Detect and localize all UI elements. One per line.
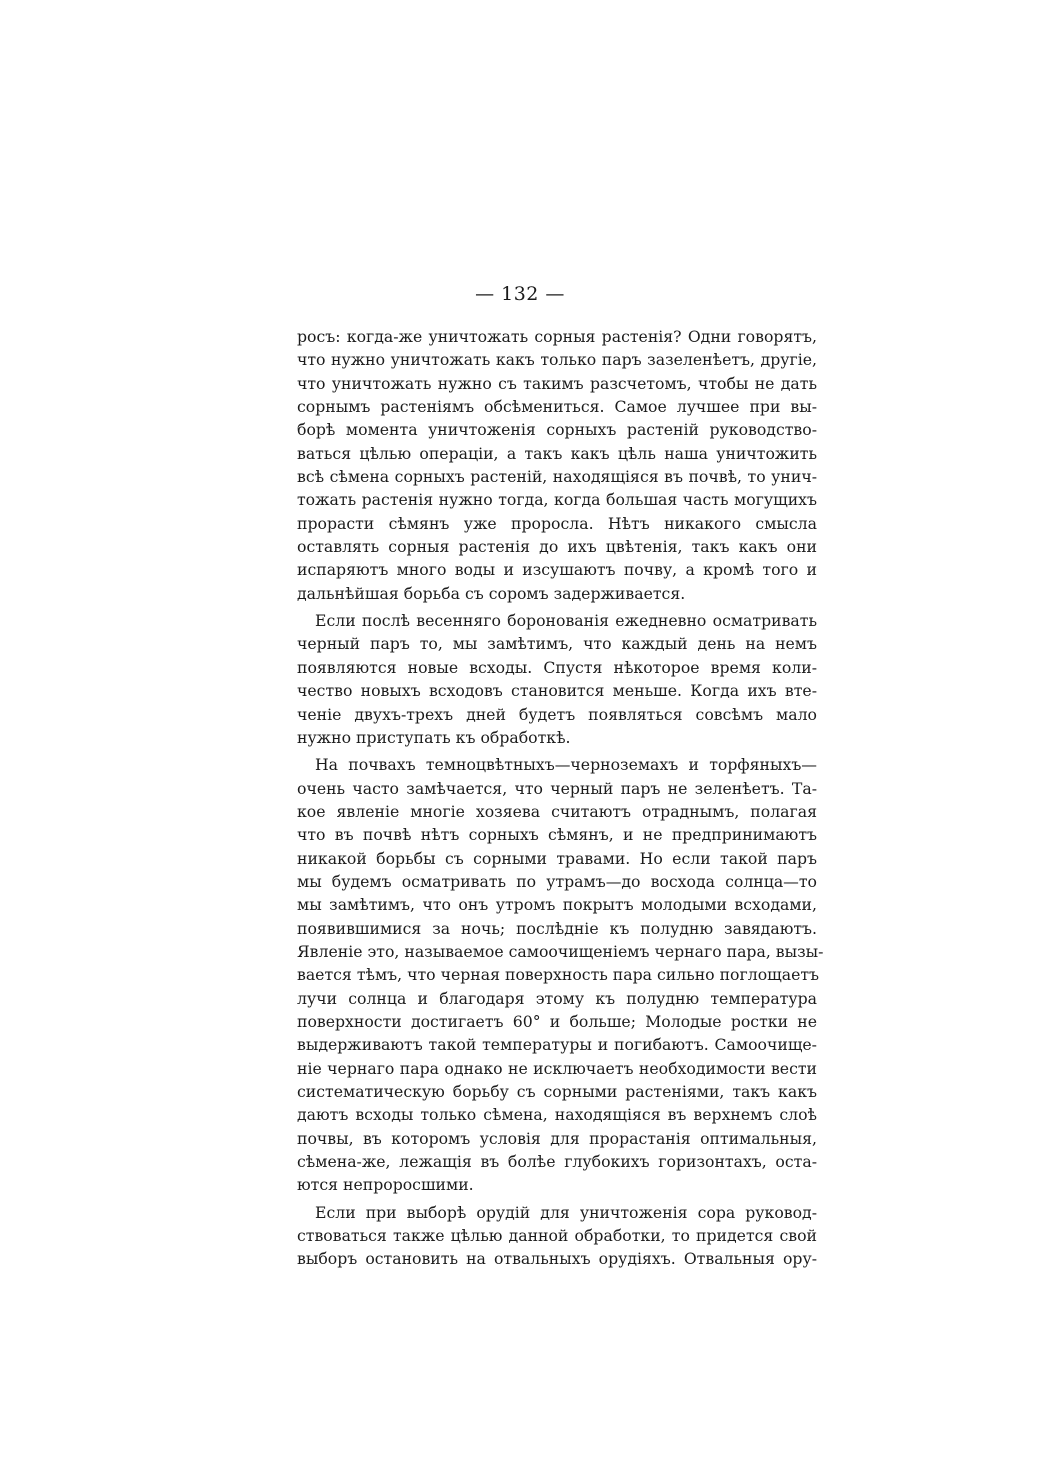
page-number: — 132 — — [475, 283, 565, 305]
text-line: черный паръ то, мы замѣтимъ, что каждый день на немъ — [297, 634, 817, 654]
text-line: сорнымъ растеніямъ обсѣмениться. Самое лучшее при вы- — [297, 397, 817, 417]
text-line: ченіе двухъ-трехъ дней будетъ появляться совсѣмъ мало — [297, 704, 817, 724]
text-line: никакой борьбы съ сорными травами. Но если такой паръ — [297, 848, 817, 868]
text-line: систематическую борьбу съ сорными растеніями, такъ какъ — [297, 1082, 817, 1101]
text-line: почвы, въ которомъ условія для прорастанія оптимальныя, — [297, 1128, 817, 1148]
text-line: мы замѣтимъ, что онъ утромъ покрытъ молодыми всходами, — [297, 895, 817, 915]
text-line: даютъ всходы только сѣмена, находящіяся въ верхнемъ слоѣ — [297, 1105, 817, 1125]
text-line: дальнѣйшая борьба съ соромъ задерживается. — [297, 583, 686, 603]
text-line: что уничтожать нужно съ такимъ разсчетомъ, чтобы не дать — [297, 373, 817, 393]
text-line: тожать растенія нужно тогда, когда большая часть могущихъ — [297, 490, 817, 510]
text-line: росъ: когда-же уничтожать сорныя растенія? Одни говорятъ, — [297, 327, 817, 346]
text-line: очень часто замѣчается, что черный паръ не зеленѣетъ. Та- — [297, 778, 817, 798]
text-line: Явленіе это, называемое самоочищеніемъ чернаго пара, вызы- — [297, 941, 824, 961]
text-line: ніе чернаго пара однако не исключаетъ необходимости вести — [297, 1058, 817, 1078]
text-line: испаряютъ много воды и изсушаютъ почву, а кромѣ того и — [297, 560, 817, 580]
text-line: ваться цѣлью операціи, а такъ какъ цѣль наша уничтожить — [297, 443, 817, 463]
text-line: оставлять сорныя растенія до ихъ цвѣтенія, такъ какъ они — [297, 537, 817, 557]
text-line: что нужно уничтожать какъ только паръ зазеленѣетъ, другіе, — [297, 350, 817, 370]
text-line: кое явленіе многіе хозяева считаютъ отраднымъ, полагая — [297, 801, 817, 821]
text-line: ствоваться также цѣлью данной обработки, то придется свой — [297, 1226, 817, 1246]
text-line: ются непроросшими. — [297, 1175, 474, 1195]
text-line: поверхности достигаетъ 60° и больше; Молодые ростки не — [297, 1011, 817, 1031]
text-line: появляются новые всходы. Спустя нѣкоторое время коли- — [297, 657, 817, 677]
text-line: выборъ остановить на отвальныхъ орудіяхъ. Отвальныя ору- — [297, 1249, 817, 1269]
text-line: На почвахъ темноцвѣтныхъ—черноземахъ и торфяныхъ— — [315, 755, 817, 775]
text-line: что въ почвѣ нѣтъ сорныхъ сѣмянъ, и не предпринимаютъ — [297, 825, 817, 845]
text-line: мы будемъ осматривать по утрамъ—до восхода солнца—то — [297, 871, 817, 891]
text-line: Если послѣ весенняго боронованія ежедневно осматривать — [315, 611, 817, 631]
text-line: Если при выборѣ орудій для уничтоженія сора руковод- — [315, 1202, 817, 1222]
body-text — [297, 325, 824, 1271]
text-line: появившимися за ночь; послѣдніе къ полудню завядаютъ. — [297, 918, 817, 938]
text-line: вается тѣмъ, что черная поверхность пара сильно поглощаетъ — [297, 965, 820, 985]
text-line: нужно приступать къ обработкѣ. — [297, 727, 571, 747]
text-line: чество новыхъ всходовъ становится меньше. Когда ихъ вте- — [297, 681, 817, 701]
text-line: лучи солнца и благодаря этому къ полудню температура — [297, 988, 817, 1008]
text-line: выдерживаютъ такой температуры и погибаютъ. Самоочище- — [297, 1035, 817, 1055]
text-line: всѣ сѣмена сорныхъ растеній, находящіяся въ почвѣ, то унич- — [297, 467, 817, 487]
text-line: прорасти сѣмянъ уже проросла. Нѣтъ никакого смысла — [297, 513, 817, 533]
text-line: борѣ момента уничтоженія сорныхъ растеній руководство- — [297, 420, 817, 440]
text-line: сѣмена-же, лежащія въ болѣе глубокихъ горизонтахъ, оста- — [297, 1152, 817, 1172]
